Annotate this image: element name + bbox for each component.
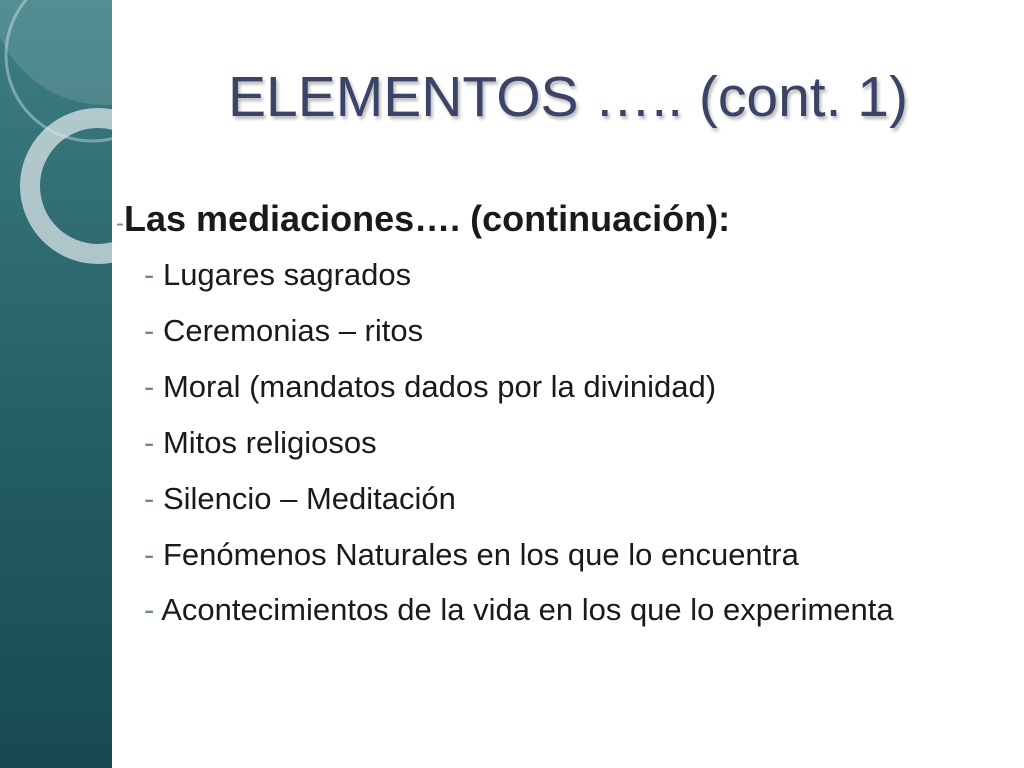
list-item-text: Acontecimientos de la vida en los que lo experimenta [161,592,894,627]
decorative-circles [0,0,112,768]
list-item-text: Moral (mandatos dados por la divinidad) [162,369,717,404]
heading-text: Las mediaciones…. (continuación): [124,198,731,239]
list-item [144,527,1016,583]
bullet-dash: - [144,313,155,348]
slide-title: ELEMENTOS ….. (cont. 1) [228,65,908,129]
bullet-dash: - [144,425,155,460]
heading-dash: - [116,210,124,237]
list-item-text: Ceremonias – ritos [162,313,424,348]
list-item [144,471,1016,527]
list-item-text: Silencio – Meditación [162,481,456,516]
mediations-list [116,247,1016,583]
bullet-dash: - [144,592,155,627]
list-item-text: Fenómenos Naturales en los que lo encuentra [162,537,799,572]
bullet-dash: - [144,481,155,516]
list-item [144,247,1016,303]
list-item-text: Lugares sagrados [162,257,412,292]
list-item [144,415,1016,471]
section-heading [116,191,1016,247]
list-item-text: Mitos religiosos [162,425,377,460]
slide-body [116,191,1016,630]
list-item [144,359,1016,415]
list-item [144,303,1016,359]
bullet-dash: - [144,537,155,572]
bullet-dash: - [144,257,155,292]
decorative-side-panel [0,0,112,768]
bullet-dash: - [144,369,155,404]
list-item-last [144,589,1012,630]
